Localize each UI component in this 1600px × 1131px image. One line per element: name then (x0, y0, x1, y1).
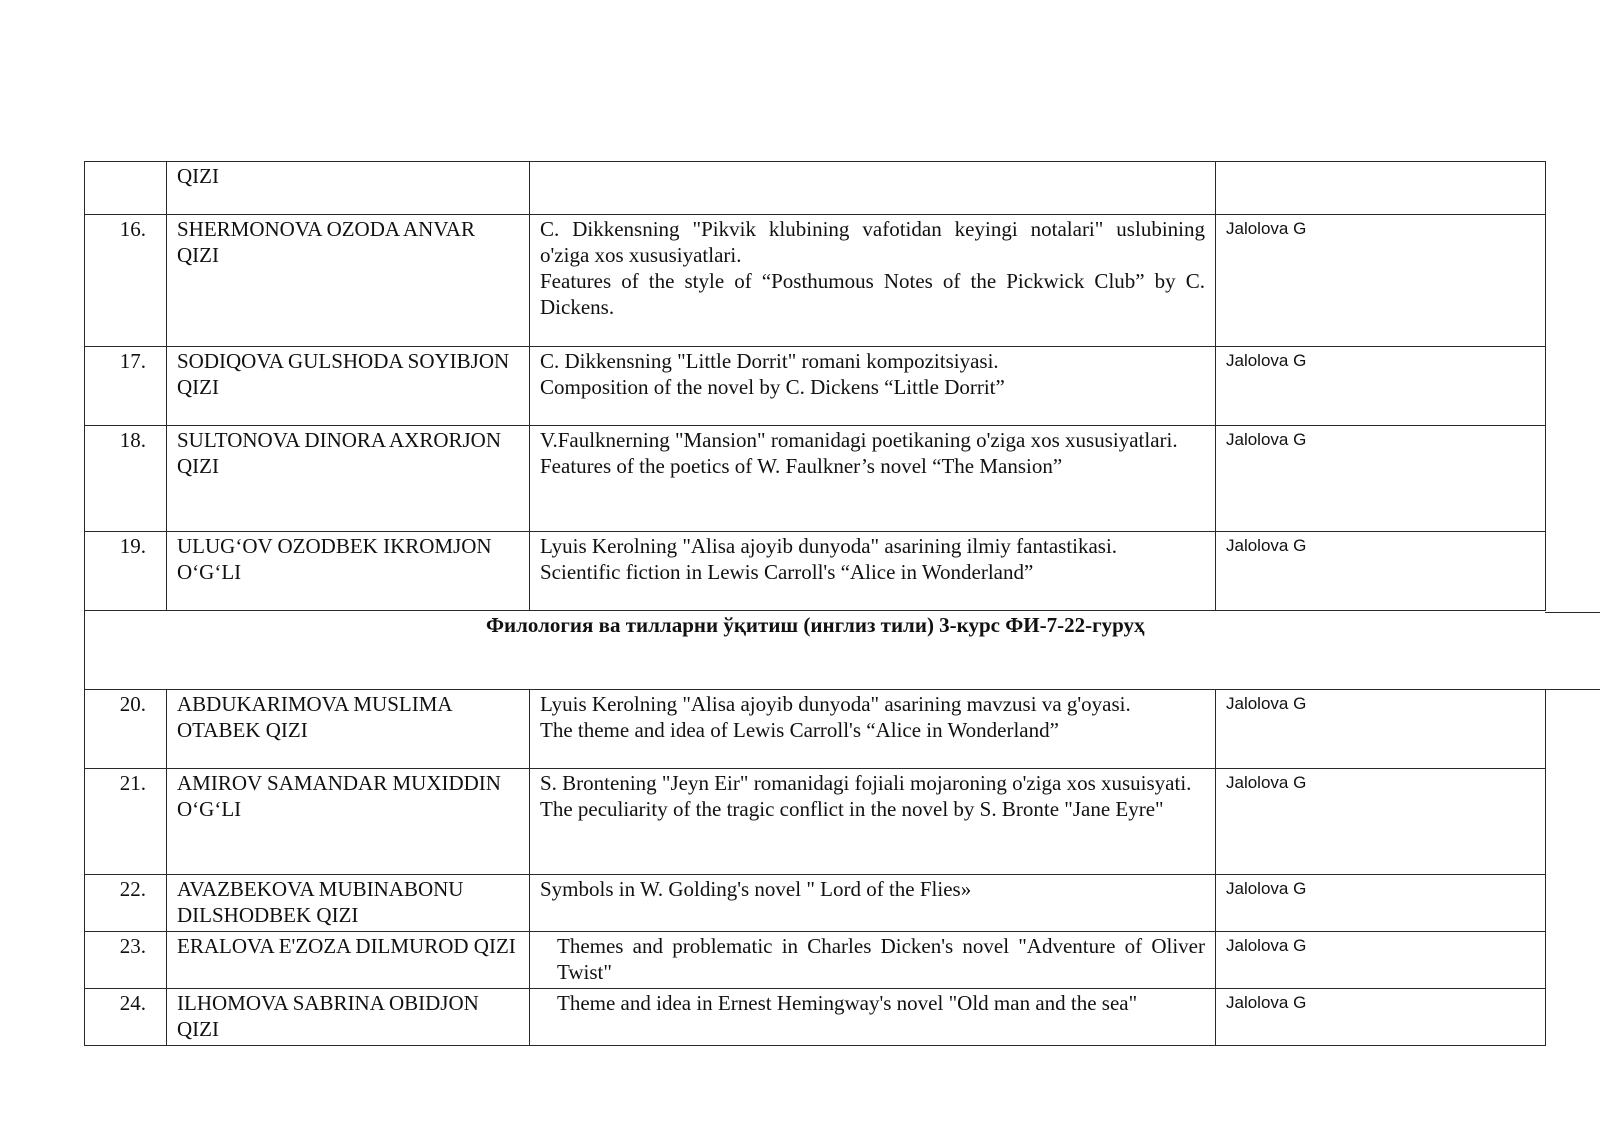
topic-line: Lyuis Kerolning "Alisa ajoyib dunyoda" asarining mavzusi va g'oyasi. (540, 692, 1131, 716)
student-name: SULTONOVA DINORA AXRORJON QIZI (167, 426, 530, 532)
table-row (85, 932, 1546, 989)
student-name: ERALOVA E'ZOZA DILMUROD QIZI (167, 932, 530, 989)
group-header-cell: Филология ва тилларни ўқитиш (инглиз тили) 3-курс ФИ-7-22-гуруҳ (85, 611, 1546, 690)
student-name: ABDUKARIMOVA MUSLIMA OTABEK QIZI (167, 690, 530, 769)
table-row (85, 989, 1546, 1046)
table-row (85, 875, 1546, 932)
thesis-topics-table (84, 161, 1546, 1046)
row-number: 21. (85, 769, 167, 875)
topic-line: V.Faulknerning "Mansion" romanidagi poetikaning o'ziga xos xususiyatlari. (540, 428, 1178, 452)
topic-line: Features of the poetics of W. Faulkner’s novel “The Mansion” (540, 454, 1063, 478)
topic-line: Composition of the novel by C. Dickens “Little Dorrit” (540, 375, 1005, 399)
supervisor-name: Jalolova G (1216, 769, 1546, 875)
thesis-topic (530, 932, 1216, 989)
table-row (85, 690, 1546, 769)
group-header-row (85, 611, 1546, 690)
row-number (85, 162, 167, 215)
thesis-topic (530, 426, 1216, 532)
row-number: 22. (85, 875, 167, 932)
table-row (85, 162, 1546, 215)
student-name: QIZI (167, 162, 530, 215)
table-row (85, 769, 1546, 875)
table-row (85, 347, 1546, 426)
supervisor-name (1216, 162, 1546, 215)
topic-line: Features of the style of “Posthumous Notes of the Pickwick Club” by C. Dickens. (540, 269, 1205, 319)
thesis-topic (530, 532, 1216, 611)
table-row (85, 215, 1546, 347)
supervisor-name: Jalolova G (1216, 426, 1546, 532)
topic-line: Lyuis Kerolning "Alisa ajoyib dunyoda" asarining ilmiy fantastikasi. (540, 534, 1118, 558)
row-number: 17. (85, 347, 167, 426)
topic-line: Theme and idea in Ernest Hemingway's novel "Old man and the sea" (557, 991, 1138, 1015)
student-name: SHERMONOVA OZODA ANVAR QIZI (167, 215, 530, 347)
table-body (85, 162, 1546, 1046)
topic-line: C. Dikkensning "Pikvik klubining vafotidan keyingi notalari" uslubining o'ziga xos xususiyatlari. (540, 217, 1205, 267)
student-name: AVAZBEKOVA MUBINABONU DILSHODBEK QIZI (167, 875, 530, 932)
supervisor-name: Jalolova G (1216, 989, 1546, 1046)
supervisor-name: Jalolova G (1216, 532, 1546, 611)
supervisor-name: Jalolova G (1216, 932, 1546, 989)
thesis-topic (530, 690, 1216, 769)
row-number: 19. (85, 532, 167, 611)
topic-line: Symbols in W. Golding's novel " Lord of the Flies» (540, 877, 972, 901)
topic-line: The peculiarity of the tragic conflict in the novel by S. Bronte "Jane Eyre" (540, 797, 1164, 821)
supervisor-name: Jalolova G (1216, 347, 1546, 426)
topic-line: C. Dikkensning "Little Dorrit" romani kompozitsiyasi. (540, 349, 999, 373)
row-number: 24. (85, 989, 167, 1046)
row-number: 18. (85, 426, 167, 532)
row-number: 16. (85, 215, 167, 347)
table-row (85, 426, 1546, 532)
group-header-border-extension (1545, 612, 1600, 690)
student-name: ULUG‘OV OZODBEK IKROMJON O‘G‘LI (167, 532, 530, 611)
student-name: AMIROV SAMANDAR MUXIDDIN O‘G‘LI (167, 769, 530, 875)
thesis-topic (530, 875, 1216, 932)
thesis-topic (530, 769, 1216, 875)
thesis-topic (530, 347, 1216, 426)
thesis-topic (530, 989, 1216, 1046)
thesis-topic (530, 215, 1216, 347)
thesis-topic (530, 162, 1216, 215)
supervisor-name: Jalolova G (1216, 215, 1546, 347)
student-name: ILHOMOVA SABRINA OBIDJON QIZI (167, 989, 530, 1046)
topic-line: The theme and idea of Lewis Carroll's “Alice in Wonderland” (540, 718, 1059, 742)
topic-line: Scientific fiction in Lewis Carroll's “Alice in Wonderland” (540, 560, 1034, 584)
document-table-wrapper (84, 161, 1545, 1046)
row-number: 23. (85, 932, 167, 989)
supervisor-name: Jalolova G (1216, 690, 1546, 769)
student-name: SODIQOVA GULSHODA SOYIBJON QIZI (167, 347, 530, 426)
topic-line: S. Brontening "Jeyn Eir" romanidagi fojiali mojaroning o'ziga xos xusuisyati. (540, 771, 1192, 795)
table-row (85, 532, 1546, 611)
topic-line: Themes and problematic in Charles Dicken's novel "Adventure of Oliver Twist" (557, 934, 1205, 984)
supervisor-name: Jalolova G (1216, 875, 1546, 932)
row-number: 20. (85, 690, 167, 769)
